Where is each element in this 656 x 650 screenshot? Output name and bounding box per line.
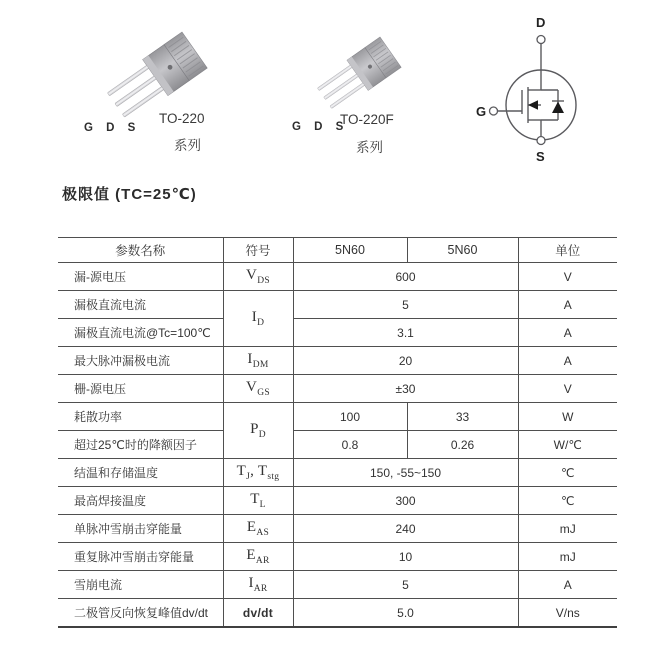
- unit-cell: A: [518, 571, 617, 599]
- unit-cell: V: [518, 263, 617, 291]
- param-cell: 最高焊接温度: [58, 487, 223, 515]
- unit-cell: ℃: [518, 459, 617, 487]
- header-5n60-a: 5N60: [293, 238, 407, 263]
- table-row: [58, 459, 617, 487]
- table-row: [58, 403, 617, 431]
- table-row: [58, 599, 617, 628]
- table-row: [58, 291, 617, 319]
- value-cell: 150, -55~150: [293, 459, 518, 487]
- gate-label: G: [476, 104, 487, 119]
- table-row: [58, 543, 617, 571]
- header-unit: 单位: [518, 238, 617, 263]
- param-cell: 结温和存储温度: [58, 459, 223, 487]
- drain-label: D: [536, 15, 546, 30]
- to220f-body: [314, 37, 401, 114]
- to220f-series-label: 系列: [356, 140, 383, 155]
- symbol-cell: $V_{DS}$: [223, 263, 293, 291]
- unit-cell: ℃: [518, 487, 617, 515]
- gate-terminal: [490, 107, 498, 115]
- symbol-cell: $P_D$: [223, 403, 293, 459]
- value-cell: 20: [293, 347, 518, 375]
- value-cell: 3.1: [293, 319, 518, 347]
- section-title: 极限值 (TC=25℃): [62, 186, 197, 203]
- header-symbol: 符号: [223, 238, 293, 263]
- param-cell: 雪崩电流: [58, 571, 223, 599]
- symbol-cell: $I_D$: [223, 291, 293, 347]
- symbol-cell: $E_{AR}$: [223, 543, 293, 571]
- table-row: [58, 375, 617, 403]
- table-row: [58, 263, 617, 291]
- to220-name-label: TO-220: [159, 111, 205, 126]
- symbol-cell: $V_{GS}$: [223, 375, 293, 403]
- unit-cell: V/ns: [518, 599, 617, 628]
- value-cell: 300: [293, 487, 518, 515]
- value-cell: 10: [293, 543, 518, 571]
- to220-body: [103, 32, 207, 123]
- table-row: [58, 431, 617, 459]
- table-row: [58, 347, 617, 375]
- unit-cell: A: [518, 291, 617, 319]
- drain-terminal: [537, 36, 545, 44]
- symbol-cell: dv/dt: [223, 599, 293, 628]
- value-cell: 0.8: [293, 431, 407, 459]
- symbol-cell: $T_J$, $T_{stg}$: [223, 459, 293, 487]
- unit-cell: A: [518, 347, 617, 375]
- table-header-row: [58, 238, 617, 263]
- value-cell: 600: [293, 263, 518, 291]
- param-cell: 耗散功率: [58, 403, 223, 431]
- to220-pin-labels: G D S: [84, 122, 141, 134]
- value-cell: 100: [293, 403, 407, 431]
- unit-cell: mJ: [518, 543, 617, 571]
- param-cell: 栅-源电压: [58, 375, 223, 403]
- param-cell: 漏极直流电流: [58, 291, 223, 319]
- symbol-cell: $E_{AS}$: [223, 515, 293, 543]
- param-cell: 重复脉冲雪崩击穿能量: [58, 543, 223, 571]
- unit-cell: A: [518, 319, 617, 347]
- body-arrow: [528, 100, 538, 110]
- symbol-cell: $T_L$: [223, 487, 293, 515]
- value-cell: ±30: [293, 375, 518, 403]
- table-row: [58, 571, 617, 599]
- table-row: [58, 515, 617, 543]
- unit-cell: V: [518, 375, 617, 403]
- table-row: [58, 487, 617, 515]
- source-label: S: [536, 149, 545, 164]
- param-cell: 超过25℃时的降额因子: [58, 431, 223, 459]
- ratings-table: [58, 237, 617, 628]
- param-cell: 漏-源电压: [58, 263, 223, 291]
- header-param: 参数名称: [58, 238, 223, 263]
- to220-series-label: 系列: [174, 138, 201, 153]
- value-cell: 5: [293, 291, 518, 319]
- mosfet-symbol: [468, 8, 618, 168]
- param-cell: 漏极直流电流@Tc=100℃: [58, 319, 223, 347]
- symbol-cell: $I_{AR}$: [223, 571, 293, 599]
- header-5n60-b: 5N60: [407, 238, 518, 263]
- param-cell: 二极管反向恢复峰值dv/dt: [58, 599, 223, 628]
- value-cell: 33: [407, 403, 518, 431]
- param-cell: 单脉冲雪崩击穿能量: [58, 515, 223, 543]
- unit-cell: W/℃: [518, 431, 617, 459]
- to220f-pin-labels: G D S: [292, 121, 349, 133]
- value-cell: 240: [293, 515, 518, 543]
- param-cell: 最大脉冲漏极电流: [58, 347, 223, 375]
- value-cell: 5: [293, 571, 518, 599]
- source-terminal: [537, 137, 545, 145]
- unit-cell: mJ: [518, 515, 617, 543]
- unit-cell: W: [518, 403, 617, 431]
- body-diode-triangle: [552, 102, 564, 114]
- value-cell: 5.0: [293, 599, 518, 628]
- value-cell: 0.26: [407, 431, 518, 459]
- table-row: [58, 319, 617, 347]
- symbol-cell: $I_{DM}$: [223, 347, 293, 375]
- to220f-name-label: TO-220F: [340, 112, 394, 127]
